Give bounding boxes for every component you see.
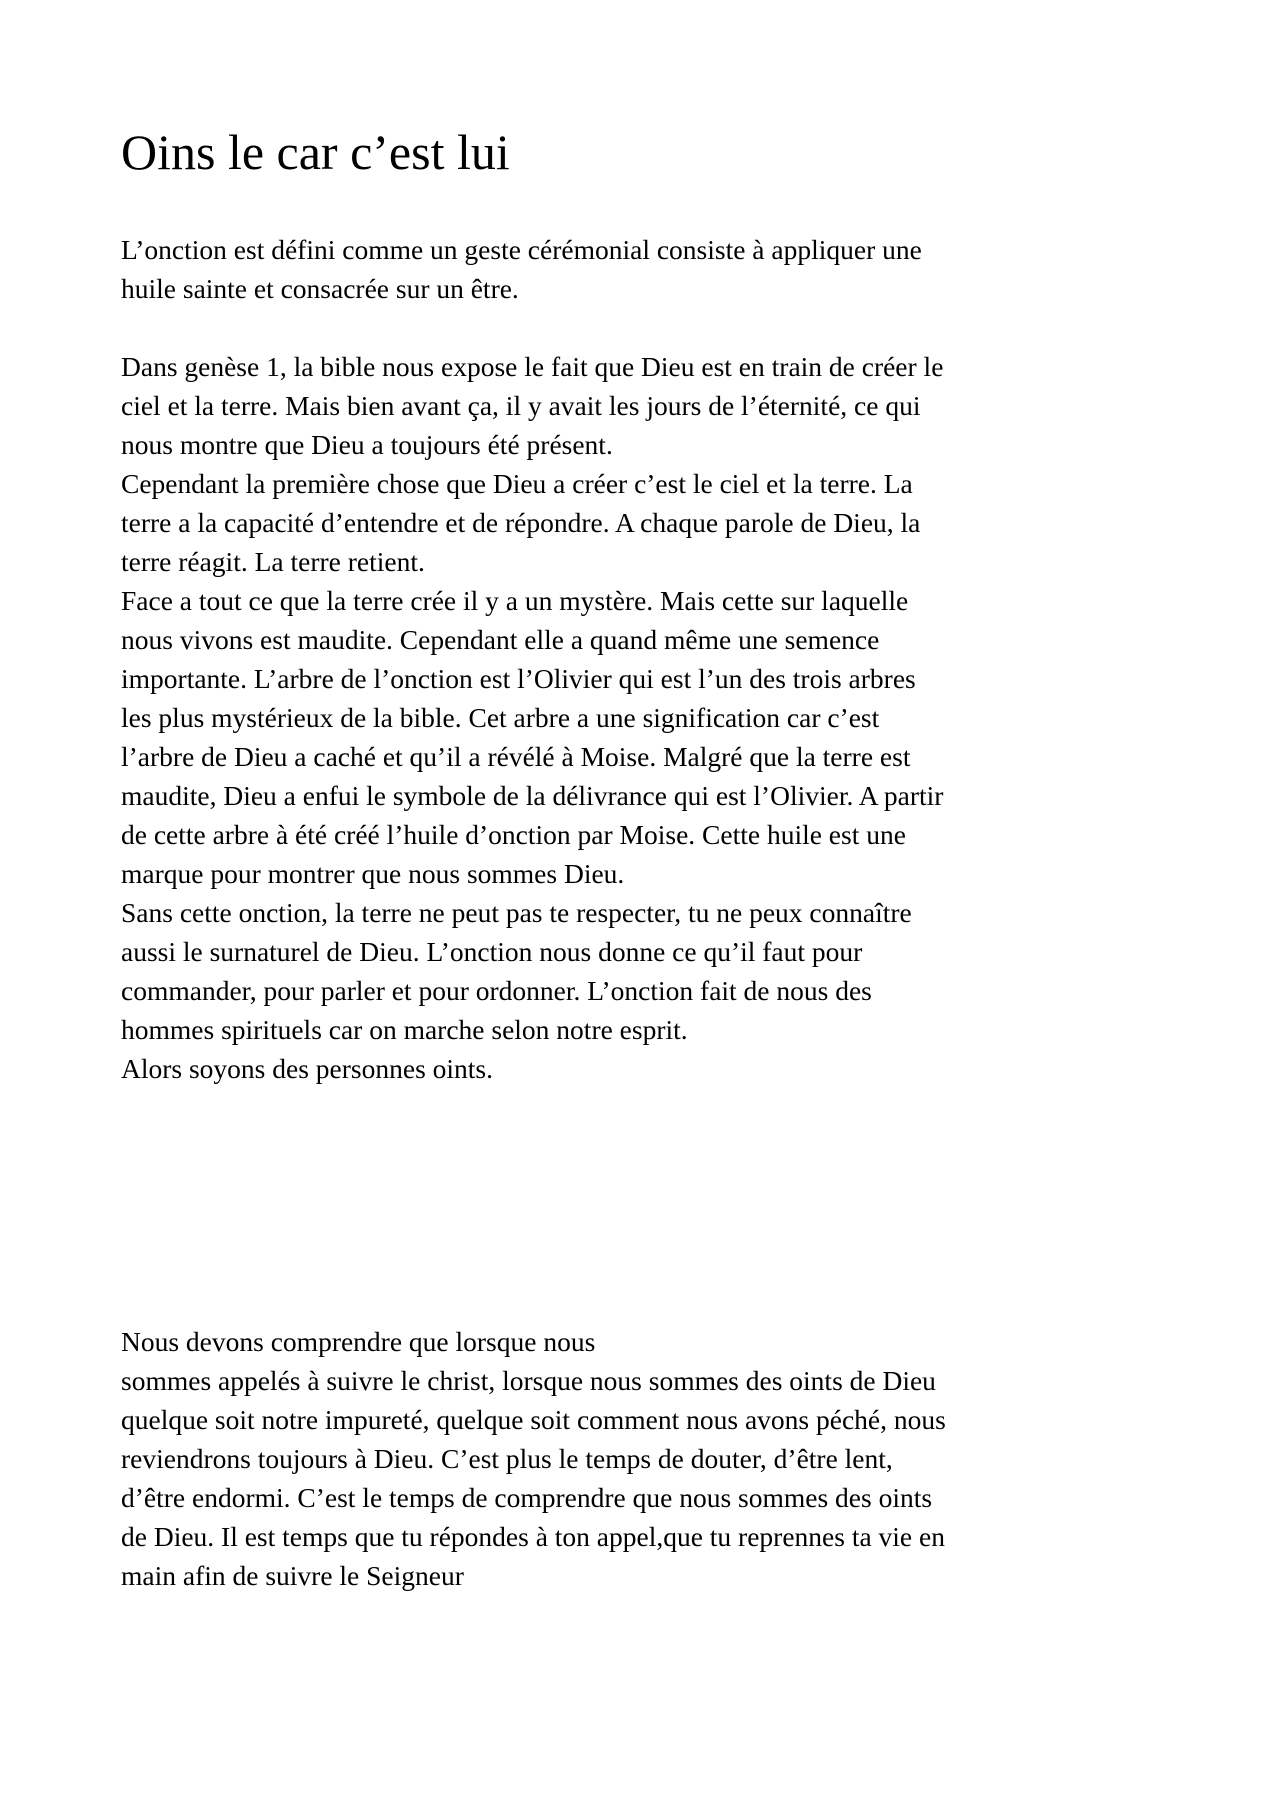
text-line: L’onction est défini comme un geste cérémonial consiste à appliquer une: [121, 234, 922, 265]
text-line: aussi le surnaturel de Dieu. L’onction nous donne ce qu’il faut pour: [121, 936, 863, 967]
text-line: marque pour montrer que nous sommes Dieu.: [121, 858, 625, 889]
text-line: sommes appelés à suivre le christ, lorsque nous sommes des oints de Dieu: [121, 1365, 936, 1396]
text-line: ciel et la terre. Mais bien avant ça, il y avait les jours de l’éternité, ce qui: [121, 390, 921, 421]
text-line: Nous devons comprendre que lorsque nous: [121, 1326, 596, 1357]
text-line: Alors soyons des personnes oints.: [121, 1053, 494, 1084]
text-line: hommes spirituels car on marche selon notre esprit.: [121, 1014, 688, 1045]
text-line: huile sainte et consacrée sur un être.: [121, 273, 519, 304]
text-line: quelque soit notre impureté, quelque soit comment nous avons péché, nous: [121, 1404, 946, 1435]
text-line: l’arbre de Dieu a caché et qu’il a révélé à Moise. Malgré que la terre est: [121, 741, 911, 772]
paragraph-body: [121, 347, 943, 1088]
text-line: commander, pour parler et pour ordonner. L’onction fait de nous des: [121, 975, 872, 1006]
text-line: nous montre que Dieu a toujours été présent.: [121, 429, 613, 460]
text-line: d’être endormi. C’est le temps de comprendre que nous sommes des oints: [121, 1482, 933, 1513]
paragraph-definition: [121, 230, 922, 308]
text-line: maudite, Dieu a enfui le symbole de la délivrance qui est l’Olivier. A partir: [121, 780, 944, 811]
text-line: terre a la capacité d’entendre et de répondre. A chaque parole de Dieu, la: [121, 507, 921, 538]
text-line: nous vivons est maudite. Cependant elle a quand même une semence: [121, 624, 880, 655]
text-line: les plus mystérieux de la bible. Cet arbre a une signification car c’est: [121, 702, 880, 733]
text-line: Dans genèse 1, la bible nous expose le fait que Dieu est en train de créer le: [121, 351, 944, 382]
text-line: de cette arbre à été créé l’huile d’onction par Moise. Cette huile est une: [121, 819, 906, 850]
text-line: Cependant la première chose que Dieu a créer c’est le ciel et la terre. La: [121, 468, 913, 499]
text-line: reviendrons toujours à Dieu. C’est plus le temps de douter, d’être lent,: [121, 1443, 893, 1474]
text-line: de Dieu. Il est temps que tu répondes à ton appel,que tu reprennes ta vie en: [121, 1521, 945, 1552]
text-line: importante. L’arbre de l’onction est l’Olivier qui est l’un des trois arbres: [121, 663, 916, 694]
paragraph-conclusion: [121, 1322, 946, 1595]
page-title: Oins le car c’est lui: [121, 124, 510, 180]
text-line: terre réagit. La terre retient.: [121, 546, 425, 577]
text-line: main afin de suivre le Seigneur: [121, 1560, 464, 1591]
text-line: Face a tout ce que la terre crée il y a un mystère. Mais cette sur laquelle: [121, 585, 909, 616]
text-line: Sans cette onction, la terre ne peut pas te respecter, tu ne peux connaître: [121, 897, 912, 928]
